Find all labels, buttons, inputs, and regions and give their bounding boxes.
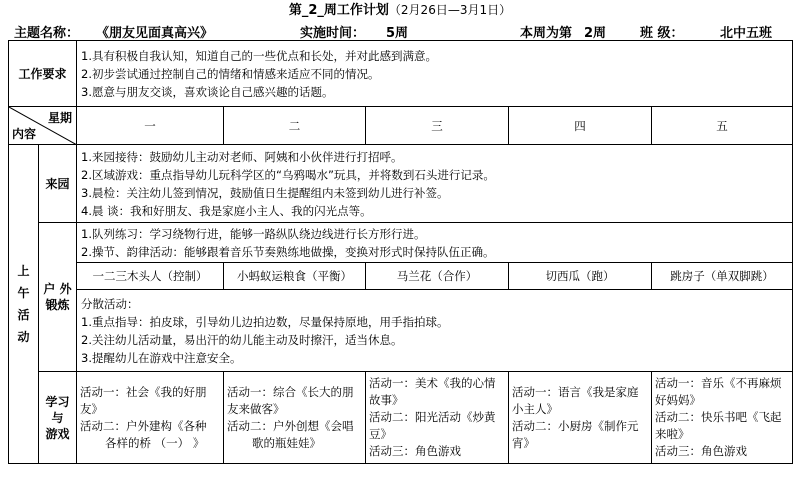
scattered-item: 2.关注幼儿活动量，易出汗的幼儿能主动及时擦汗，适当休息。	[81, 332, 403, 347]
scattered-row	[9, 290, 793, 372]
scattered-item: 3.提醒幼儿在游戏中注意安全。	[81, 350, 242, 365]
outdoor-item: 2.操节、韵律活动：能够跟着音乐节奏熟练地做操，变换对形式时保持队伍正确。	[81, 244, 495, 259]
outdoor-drill-row	[9, 223, 793, 263]
game-cell: 小蚂蚁运粮食（平衡）	[224, 263, 366, 290]
week-corner-label: 星期	[48, 111, 73, 125]
week-label: 本周为第	[520, 26, 573, 41]
requirement-item: 2.初步尝试通过控制自己的情绪和情感来适应不同的情况。	[81, 66, 380, 81]
day-tue: 二	[224, 107, 366, 145]
morning-label: 上 午 活 动	[9, 145, 39, 464]
study-label: 学习 与 游戏	[39, 372, 77, 464]
study-tue: 活动一：综合《长大的朋 友来做客》 活动二：户外创想《会唱 歌的瓶娃娃》	[224, 372, 366, 464]
study-thu: 活动一：语言《我是家庭 小主人》 活动二：小厨房《制作元 宵》	[509, 372, 652, 464]
theme-label: 主题名称：	[14, 26, 80, 41]
game-cell: 一二三木头人（控制）	[77, 263, 224, 290]
game-cell: 切西瓜（跑）	[509, 263, 652, 290]
arrival-label: 来园	[39, 145, 77, 223]
scattered-title: 分散活动：	[81, 296, 139, 311]
plan-table	[8, 40, 793, 464]
requirement-item: 1.具有积极自我认知，知道自己的一些优点和长处，并对此感到满意。	[81, 48, 437, 63]
day-mon: 一	[77, 107, 224, 145]
scattered-item: 1.重点指导：拍皮球，引导幼儿边拍边数，尽量保持原地，用手指拍球。	[81, 314, 449, 329]
outdoor-games-row	[9, 263, 793, 290]
arrival-row	[9, 145, 793, 223]
diagonal-header	[9, 107, 77, 145]
game-cell: 马兰花（合作）	[366, 263, 509, 290]
theme-value: 《朋友见面真高兴》	[96, 26, 214, 41]
arrival-list	[77, 145, 793, 223]
week-value: 2周	[584, 26, 607, 41]
study-mon: 活动一：社会《我的好朋 友》 活动二：户外建构《各种 各样的桥 （一） 》	[77, 372, 224, 464]
outdoor-item: 1.队列练习：学习绕物行进，能够一路纵队绕边线进行长方形行进。	[81, 226, 426, 241]
requirements-label: 工作要求	[9, 41, 77, 107]
date-range: （2月26日—3月1日）	[388, 3, 512, 17]
page-title	[0, 2, 800, 19]
outdoor-drill-list	[77, 223, 793, 263]
requirement-item: 3.愿意与朋友交谈，喜欢谈论自己感兴趣的话题。	[81, 84, 334, 99]
day-thu: 四	[509, 107, 652, 145]
study-fri: 活动一：音乐《不再麻烦 好妈妈》 活动二：快乐书吧《飞起 来啦》 活动三：角色游戏	[652, 372, 793, 464]
day-wed: 三	[366, 107, 509, 145]
day-header-row	[9, 107, 793, 145]
day-fri: 五	[652, 107, 793, 145]
arrival-item: 3.晨检：关注幼儿签到情况，鼓励值日生提醒组内未签到幼儿进行补签。	[81, 185, 449, 200]
scattered-list	[77, 290, 793, 372]
game-cell: 跳房子（单双脚跳）	[652, 263, 793, 290]
time-label: 实施时间：	[300, 26, 366, 41]
title-text: 第_2_周工作计划	[288, 3, 389, 18]
arrival-item: 1.来园接待：鼓励幼儿主动对老师、阿姨和小伙伴进行打招呼。	[81, 149, 403, 164]
arrival-item: 2.区域游戏：重点指导幼儿玩科学区的“乌鸦喝水”玩具，并将数到石头进行记录。	[81, 167, 495, 182]
info-row	[0, 20, 800, 40]
outdoor-label: 户 外 锻炼	[39, 223, 77, 372]
requirements-row	[9, 41, 793, 107]
arrival-item: 4.晨 谈：我和好朋友、我是家庭小主人、我的闪光点等。	[81, 203, 372, 218]
class-value: 北中五班	[720, 26, 773, 41]
class-label: 班 级：	[640, 26, 684, 41]
study-row	[9, 372, 793, 464]
time-value: 5周	[386, 26, 409, 41]
study-wed: 活动一：美术《我的心情 故事》 活动二：阳光活动《炒黄 豆》 活动三：角色游戏	[366, 372, 509, 464]
requirements-list	[77, 41, 793, 107]
content-corner-label: 内容	[12, 127, 37, 141]
